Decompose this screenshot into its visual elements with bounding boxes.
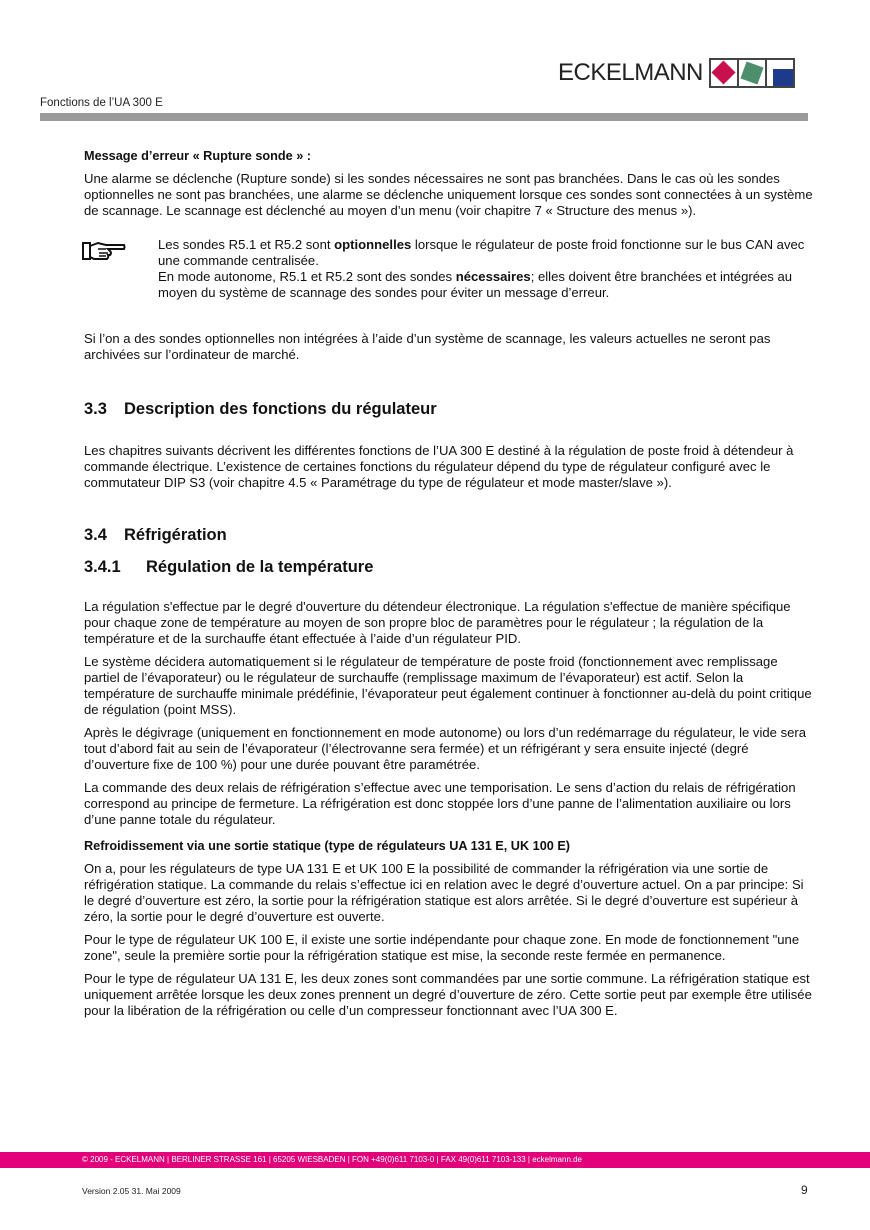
regulation-paragraph-4: La commande des deux relais de réfrigération s’effectue avec une temporisation. Le sens d’action du relais de réfrigération correspond au principe de fermeture. La réfrigération est donc stoppée lors d’une panne de l’alimentation auxiliaire ou lors d’une panne totale du régulateur. [84, 780, 796, 827]
static-output-paragraph-2: Pour le type de régulateur UK 100 E, il existe une sortie indépendante pour chaque zone. En mode de fonctionnement "une zone", seule la première sortie pour la réfrigération statique est mise, la seconde reste fermée en permanence. [84, 932, 800, 963]
static-output-heading: Refroidissement via une sortie statique (type de régulateurs UA 131 E, UK 100 E) [84, 839, 571, 853]
logo-red-diamond-icon [711, 60, 739, 86]
header-divider [40, 113, 808, 121]
logo-blue-square-icon [767, 60, 793, 86]
error-heading: Message d’erreur « Rupture sonde » : [84, 149, 312, 163]
note-line-2: En mode autonome, R5.1 et R5.2 sont des sondes nécessaires; elles doivent être branchées et intégrées au moyen du système de scannage des sondes pour éviter un message d’erreur. [158, 269, 793, 300]
logo-text: ECKELMANN [558, 59, 703, 86]
section-3-3-heading: 3.3 Description des fonctions du régulateur [84, 400, 437, 418]
logo-squares [709, 58, 795, 88]
running-title: Fonctions de l’UA 300 E [40, 97, 163, 109]
logo-green-square-icon [739, 60, 767, 86]
section-3-3-paragraph: Les chapitres suivants décrivent les différentes fonctions de l’UA 300 E destiné à la régulation de poste froid à détendeur à commande électrique. L’existence de certaines fonctions du régulateur dépend du type de régulateur configuré avec le commutateur DIP S3 (voir chapitre 4.5 « Paramétrage du type de régulateur et mode master/slave »). [84, 443, 794, 490]
regulation-paragraph-2: Le système décidera automatiquement si le régulateur de température de poste froid (fonctionnement avec remplissage partiel de l’évaporateur) ou le régulateur de surchauffe (remplissage maximum de l’évaporateur) est actif. Selon la température de surchauffe minimale prédéfinie, l’évaporateur peut également continuer à fonctionner au-delà du point critique de régulation (point MSS). [84, 654, 812, 717]
page-number: 9 [801, 1183, 808, 1197]
note-line-1: Les sondes R5.1 et R5.2 sont optionnelles lorsque le régulateur de poste froid fonctionne sur le bus CAN avec une commande centralisée. [158, 237, 805, 268]
version-date: Version 2.05 31. Mai 2009 [82, 1186, 181, 1196]
section-3-4-1-heading: 3.4.1 Régulation de la température [84, 558, 374, 576]
eckelmann-logo [558, 58, 795, 88]
footer-contact-text: © 2009 - ECKELMANN | BERLINER STRASSE 161 | 65205 WIESBADEN | FON +49(0)611 7103-0 | FAX 49(0)611 7103-133 | eckelmann.de [82, 1155, 583, 1164]
pointing-hand-icon [82, 240, 126, 262]
error-paragraph: Une alarme se déclenche (Rupture sonde) si les sondes nécessaires ne sont pas branchées. Dans le cas où les sondes optionnelles ne sont pas branchées, une alarme se déclenche uniquement lorsque ces sondes sont connectées à un système de scannage. Le scannage est déclenché au moyen d’un menu (voir chapitre 7 « Structure des menus »). [84, 171, 813, 218]
static-output-paragraph-1: On a, pour les régulateurs de type UA 131 E et UK 100 E la possibilité de commander la réfrigération via une sortie de réfrigération statique. La commande du relais s’effectue ici en relation avec le degré d’ouverture actuel. On a par principe: Si le degré d’ouverture est zéro, la sortie pour la réfrigération statique est alors arrêtée. Si le degré d’ouverture est supérieur à zéro, la sortie pour le degré d’ouverture est ouverte. [84, 861, 804, 924]
regulation-paragraph-1: La régulation s'effectue par le degré d'ouverture du détendeur électronique. La régulation s'effectue de manière spécifique pour chaque zone de température au moyen de son propre bloc de paramètres pour le régulateur ; la régulation de la température et de la surchauffe étant effectuée à l’aide d’un régulateur PID. [84, 599, 791, 646]
regulation-paragraph-3: Après le dégivrage (uniquement en fonctionnement en mode autonome) ou lors d’un redémarrage du régulateur, le vide sera tout d’abord fait au sein de l’évaporateur (l’électrovanne sera fermée) et un réfrigérant y sera ensuite injecté (degré d’ouverture fixe de 100 %) pour une durée pouvant être paramétrée. [84, 725, 807, 772]
static-output-paragraph-3: Pour le type de régulateur UA 131 E, les deux zones sont commandées par une sortie commune. La réfrigération statique est uniquement arrêtée lorsque les deux zones prennent un degré d’ouverture de zéro. Cette sortie peut par exemple être utilisée pour la libération de la réfrigération ou celle d’un compresseur fonctionnant avec l’UA 300 E. [84, 971, 812, 1018]
page-content [84, 148, 814, 1026]
after-note-paragraph: Si l’on a des sondes optionnelles non intégrées à l’aide d’un système de scannage, les valeurs actuelles ne seront pas archivées sur l’ordinateur de marché. [84, 331, 771, 362]
footer-bar [0, 1152, 870, 1168]
section-3-4-heading: 3.4 Réfrigération [84, 526, 227, 544]
note-block [84, 237, 814, 301]
